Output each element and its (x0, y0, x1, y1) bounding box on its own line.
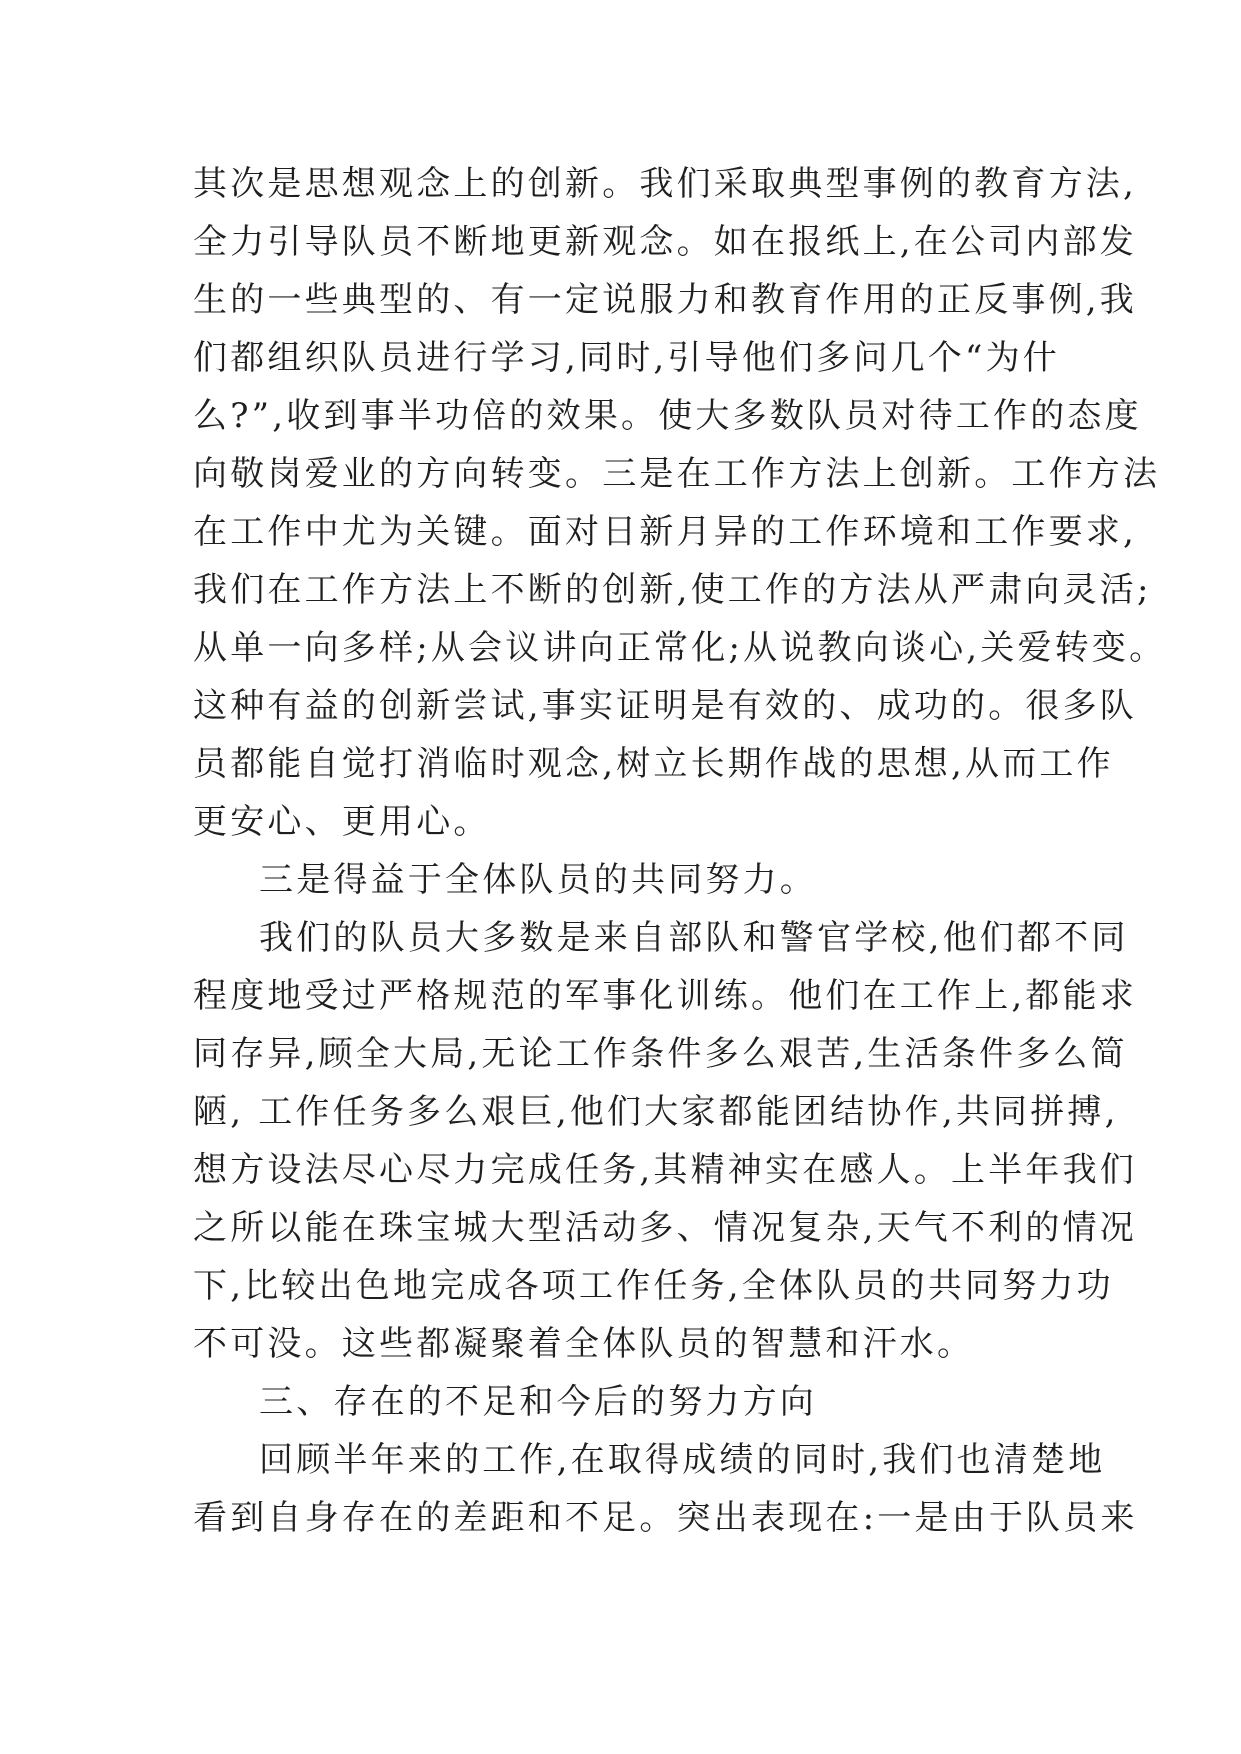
text-line: 三、存在的不足和今后的努力方向 (259, 1382, 817, 1422)
text-line: 下,比较出色地完成各项工作任务,全体队员的共同努力功 (193, 1266, 1114, 1306)
text-line: 更安心、更用心。 (193, 802, 491, 842)
text-line: 同存异,顾全大局,无论工作条件多么艰苦,生活条件多么简 (193, 1034, 1128, 1074)
text-line: 看到自身存在的差距和不足。突出表现在:一是由于队员来 (193, 1498, 1138, 1538)
text-line: 陋, 工作任务多么艰巨,他们大家都能团结协作,共同拼搏, (193, 1092, 1119, 1132)
text-line: 员都能自觉打消临时观念,树立长期作战的思想,从而工作 (193, 744, 1114, 784)
text-line: 其次是思想观念上的创新。我们采取典型事例的教育方法, (193, 164, 1138, 204)
text-line: 我们的队员大多数是来自部队和警官学校,他们都不同 (259, 918, 1129, 958)
text-line: 么?”,收到事半功倍的效果。使大多数队员对待工作的态度 (193, 396, 1142, 436)
text-line: 不可没。这些都凝聚着全体队员的智慧和汗水。 (193, 1324, 975, 1364)
text-line: 生的一些典型的、有一定说服力和教育作用的正反事例,我 (193, 280, 1138, 320)
text-line: 之所以能在珠宝城大型活动多、情况复杂,天气不利的情况 (193, 1208, 1138, 1248)
text-line: 全力引导队员不断地更新观念。如在报纸上,在公司内部发 (193, 222, 1138, 262)
text-line: 回顾半年来的工作,在取得成绩的同时,我们也清楚地 (259, 1440, 1106, 1480)
text-line: 程度地受过严格规范的军事化训练。他们在工作上,都能求 (193, 976, 1138, 1016)
text-line: 们都组织队员进行学习,同时,引导他们多问几个“为什 (193, 338, 1060, 378)
text-line: 我们在工作方法上不断的创新,使工作的方法从严肃向灵活; (193, 570, 1152, 610)
text-line: 三是得益于全体队员的共同努力。 (259, 860, 817, 900)
body-text (193, 155, 1167, 1547)
text-line: 这种有益的创新尝试,事实证明是有效的、成功的。很多队 (193, 686, 1138, 726)
text-line: 想方设法尽心尽力完成任务,其精神实在感人。上半年我们 (193, 1150, 1138, 1190)
text-line: 在工作中尤为关键。面对日新月异的工作环境和工作要求, (193, 512, 1138, 552)
text-line: 向敬岗爱业的方向转变。三是在工作方法上创新。工作方法 (193, 454, 1161, 494)
text-line: 从单一向多样;从会议讲向正常化;从说教向谈心,关爱转变。 (193, 628, 1167, 668)
